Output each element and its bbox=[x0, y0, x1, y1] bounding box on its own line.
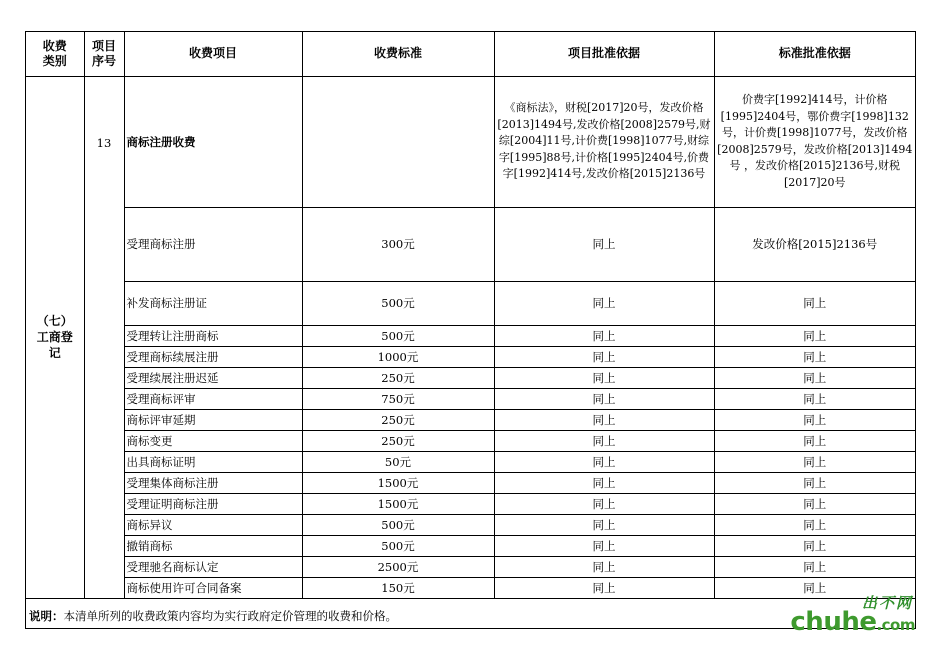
item-name: 受理证明商标注册 bbox=[124, 493, 302, 514]
main-item-standard bbox=[302, 76, 494, 207]
table-row bbox=[26, 451, 915, 472]
table-row bbox=[26, 493, 915, 514]
standard-basis: 同上 bbox=[714, 430, 915, 451]
note-text bbox=[26, 604, 749, 628]
table-row bbox=[26, 556, 915, 577]
header-category: 收费类别 bbox=[26, 32, 84, 76]
table-row bbox=[26, 577, 915, 598]
main-item-name: 商标注册收费 bbox=[124, 76, 302, 207]
standard-basis: 发改价格[2015]2136号 bbox=[714, 207, 915, 281]
item-name: 商标使用许可合同备案 bbox=[124, 577, 302, 598]
main-item-basis: 《商标法》，财税[2017]20号，发改价格[2013]1494号,发改价格[2008]2579号,财综[2004]11号,计价费[1998]1077号,财综字[1995]88号,计价格[1995]2404号,价费字[1992]414号,发改价格[2015]2136号 bbox=[494, 76, 714, 207]
item-standard: 250元 bbox=[302, 409, 494, 430]
item-basis: 同上 bbox=[494, 207, 714, 281]
standard-basis: 同上 bbox=[714, 281, 915, 325]
table-row bbox=[26, 535, 915, 556]
item-basis: 同上 bbox=[494, 514, 714, 535]
item-name: 受理商标注册 bbox=[124, 207, 302, 281]
table-row bbox=[26, 325, 915, 346]
seq-cell: 13 bbox=[84, 76, 124, 598]
standard-basis: 同上 bbox=[714, 409, 915, 430]
header-item-basis: 项目批准依据 bbox=[494, 32, 714, 76]
item-basis: 同上 bbox=[494, 325, 714, 346]
table-row bbox=[26, 514, 915, 535]
item-basis: 同上 bbox=[494, 388, 714, 409]
standard-basis: 同上 bbox=[714, 472, 915, 493]
item-standard: 500元 bbox=[302, 325, 494, 346]
item-standard: 50元 bbox=[302, 451, 494, 472]
standard-basis: 同上 bbox=[714, 535, 915, 556]
watermark-suffix: .com bbox=[876, 616, 915, 634]
standard-basis: 同上 bbox=[714, 451, 915, 472]
item-basis: 同上 bbox=[494, 281, 714, 325]
item-standard: 500元 bbox=[302, 514, 494, 535]
item-basis: 同上 bbox=[494, 409, 714, 430]
table-row bbox=[26, 409, 915, 430]
standard-basis: 同上 bbox=[714, 556, 915, 577]
item-name: 受理商标评审 bbox=[124, 388, 302, 409]
item-standard: 1500元 bbox=[302, 472, 494, 493]
item-basis: 同上 bbox=[494, 346, 714, 367]
fee-table bbox=[26, 32, 915, 599]
item-standard: 250元 bbox=[302, 367, 494, 388]
watermark-en bbox=[790, 607, 915, 637]
standard-basis: 同上 bbox=[714, 367, 915, 388]
table-row bbox=[26, 388, 915, 409]
watermark-cn: 出不网 bbox=[861, 594, 913, 612]
item-name: 受理驰名商标认定 bbox=[124, 556, 302, 577]
item-basis: 同上 bbox=[494, 493, 714, 514]
table-row bbox=[26, 281, 915, 325]
item-name: 商标异议 bbox=[124, 514, 302, 535]
main-item-row bbox=[26, 76, 915, 207]
item-standard: 500元 bbox=[302, 535, 494, 556]
note-body: 本清单所列的收费政策内容均为实行政府定价管理的收费和价格。 bbox=[63, 609, 397, 623]
fee-list-sheet bbox=[25, 31, 916, 629]
category-cell: （七）工商登记 bbox=[26, 76, 84, 598]
item-name: 受理集体商标注册 bbox=[124, 472, 302, 493]
item-basis: 同上 bbox=[494, 430, 714, 451]
item-standard: 1500元 bbox=[302, 493, 494, 514]
table-row bbox=[26, 472, 915, 493]
item-standard: 250元 bbox=[302, 430, 494, 451]
item-basis: 同上 bbox=[494, 535, 714, 556]
item-standard: 300元 bbox=[302, 207, 494, 281]
item-standard: 750元 bbox=[302, 388, 494, 409]
item-basis: 同上 bbox=[494, 472, 714, 493]
item-standard: 150元 bbox=[302, 577, 494, 598]
note-label: 说明： bbox=[29, 609, 64, 623]
standard-basis: 同上 bbox=[714, 493, 915, 514]
item-name: 商标变更 bbox=[124, 430, 302, 451]
item-standard: 1000元 bbox=[302, 346, 494, 367]
item-name: 受理续展注册迟延 bbox=[124, 367, 302, 388]
header-item: 收费项目 bbox=[124, 32, 302, 76]
item-name: 撤销商标 bbox=[124, 535, 302, 556]
standard-basis: 同上 bbox=[714, 388, 915, 409]
item-basis: 同上 bbox=[494, 451, 714, 472]
standard-basis: 同上 bbox=[714, 514, 915, 535]
table-row bbox=[26, 207, 915, 281]
item-basis: 同上 bbox=[494, 367, 714, 388]
item-name: 受理商标续展注册 bbox=[124, 346, 302, 367]
main-standard-basis: 价费字[1992]414号，计价格[1995]2404号，鄂价费字[1998]132号，计价费[1998]1077号，发改价格[2008]2579号，发改价格[2013]1494号 ，发改价格[2015]2136号,财税[2017]20号 bbox=[714, 76, 915, 207]
header-seq: 项目序号 bbox=[84, 32, 124, 76]
standard-basis: 同上 bbox=[714, 577, 915, 598]
watermark-logo bbox=[790, 596, 915, 637]
header-standard: 收费标准 bbox=[302, 32, 494, 76]
item-name: 商标评审延期 bbox=[124, 409, 302, 430]
table-row bbox=[26, 346, 915, 367]
item-standard: 500元 bbox=[302, 281, 494, 325]
item-name: 补发商标注册证 bbox=[124, 281, 302, 325]
item-name: 受理转让注册商标 bbox=[124, 325, 302, 346]
item-basis: 同上 bbox=[494, 577, 714, 598]
item-basis: 同上 bbox=[494, 556, 714, 577]
standard-basis: 同上 bbox=[714, 346, 915, 367]
header-standard-basis: 标准批准依据 bbox=[714, 32, 915, 76]
table-row bbox=[26, 430, 915, 451]
item-standard: 2500元 bbox=[302, 556, 494, 577]
table-row bbox=[26, 367, 915, 388]
standard-basis: 同上 bbox=[714, 325, 915, 346]
watermark-en-text: chuhe bbox=[790, 607, 877, 637]
header-row bbox=[26, 32, 915, 76]
item-name: 出具商标证明 bbox=[124, 451, 302, 472]
